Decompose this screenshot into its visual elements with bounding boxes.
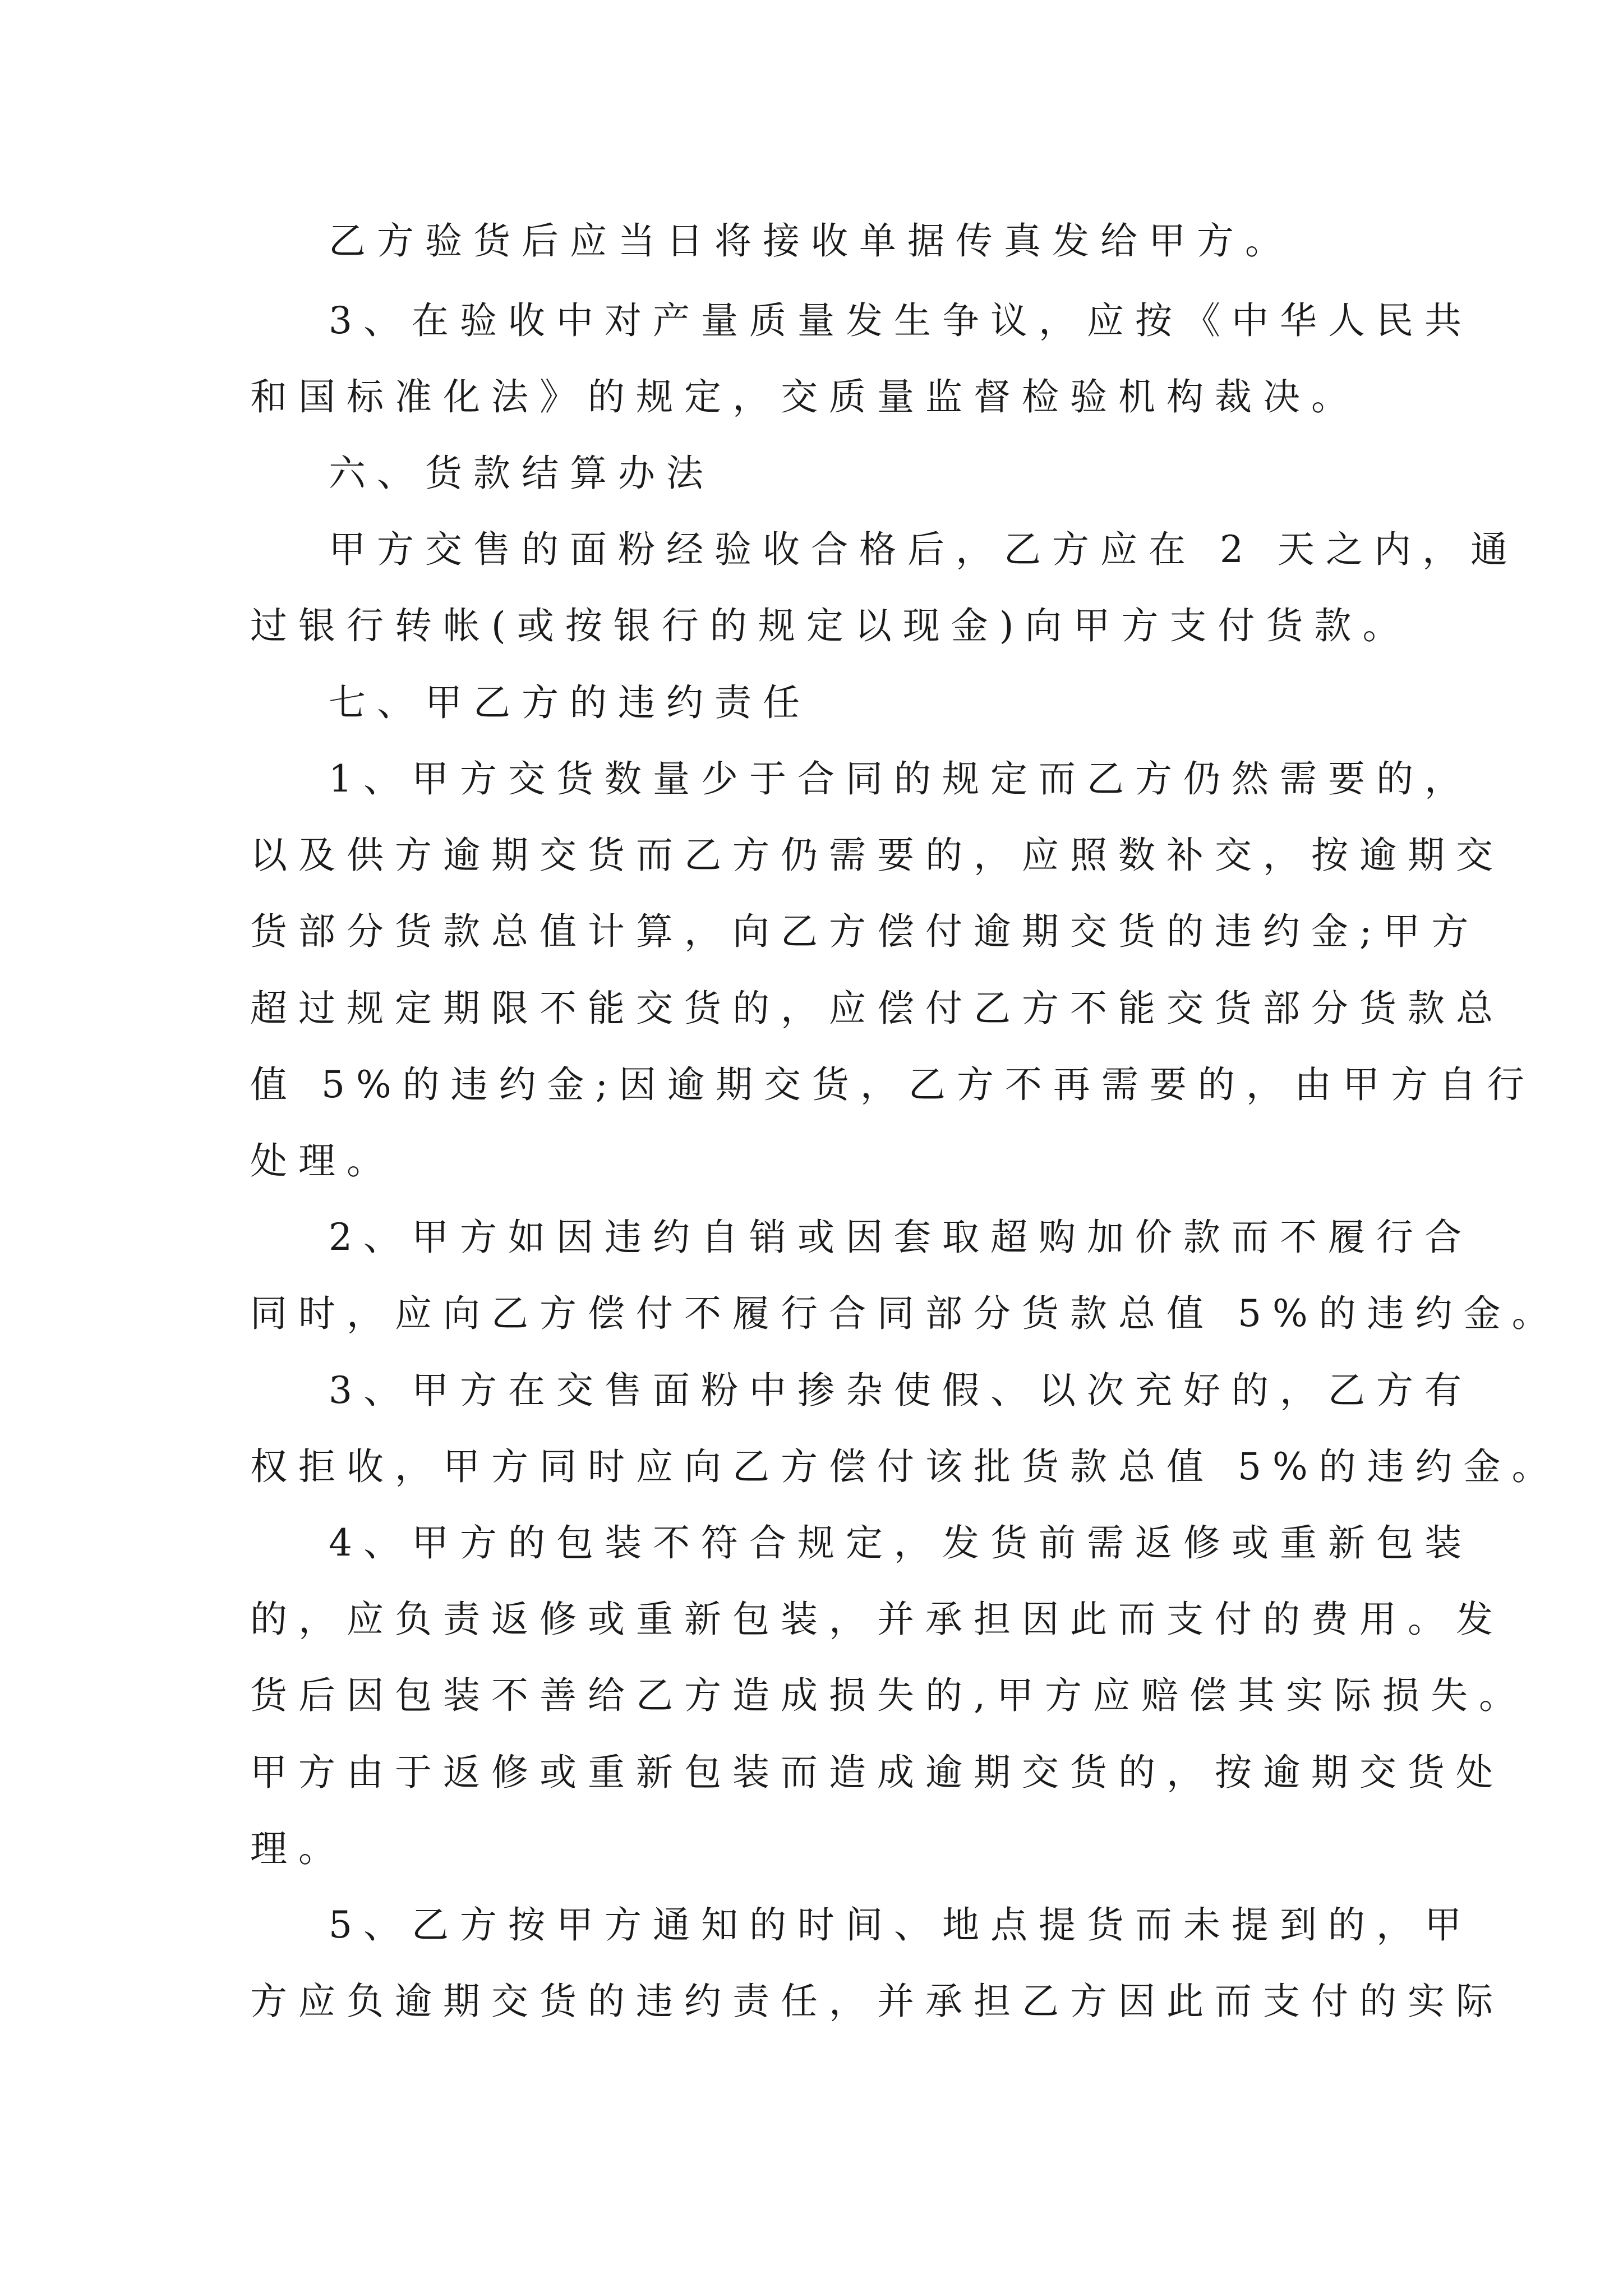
text-line: 乙方验货后应当日将接收单据传真发给甲方。: [329, 219, 1293, 263]
text-line: 甲方由于返修或重新包装而造成逾期交货的，按逾期交货处: [250, 1751, 1504, 1794]
text-line: 权拒收，甲方同时应向乙方偿付该批货款总值 5%的违约金。: [250, 1445, 1560, 1488]
text-line: 超过规定期限不能交货的，应偿付乙方不能交货部分货款总: [250, 987, 1504, 1030]
text-line: 4、甲方的包装不符合规定，发货前需返修或重新包装: [329, 1521, 1473, 1565]
text-line: 的，应负责返修或重新包装，并承担因此而支付的费用。发: [250, 1598, 1504, 1641]
text-line: 3、甲方在交售面粉中掺杂使假、以次充好的，乙方有: [329, 1369, 1473, 1412]
section-heading: 七、甲乙方的违约责任: [329, 681, 811, 724]
text-line: 同时，应向乙方偿付不履行合同部分货款总值 5%的违约金。: [250, 1292, 1560, 1335]
text-line: 方应负逾期交货的违约责任，并承担乙方因此而支付的实际: [250, 1980, 1504, 2023]
text-line: 5、乙方按甲方通知的时间、地点提货而未提到的，甲: [329, 1903, 1473, 1947]
section-heading: 六、货款结算办法: [329, 452, 714, 495]
text-line: 以及供方逾期交货而乙方仍需要的，应照数补交，按逾期交: [250, 834, 1504, 877]
text-line: 1、甲方交货数量少于合同的规定而乙方仍然需要的，: [329, 757, 1473, 800]
text-line: 值 5%的违约金;因逾期交货，乙方不再需要的，由甲方自行: [250, 1063, 1536, 1106]
text-line: 3、在验收中对产量质量发生争议，应按《中华人民共: [329, 299, 1473, 342]
text-line: 处理。: [250, 1139, 395, 1182]
text-line: 货部分货款总值计算，向乙方偿付逾期交货的违约金;甲方: [250, 910, 1480, 953]
text-line: 过银行转帐(或按银行的规定以现金)向甲方支付货款。: [250, 604, 1411, 647]
text-line: 货后因包装不善给乙方造成损失的,甲方应赔偿其实际损失。: [250, 1674, 1527, 1717]
text-line: 甲方交售的面粉经验收合格后，乙方应在 2 天之内，通: [329, 528, 1519, 571]
text-line: 2、甲方如因违约自销或因套取超购加价款而不履行合: [329, 1216, 1473, 1259]
text-line: 和国标准化法》的规定，交质量监督检验机构裁决。: [250, 375, 1359, 418]
text-line: 理。: [250, 1827, 347, 1870]
